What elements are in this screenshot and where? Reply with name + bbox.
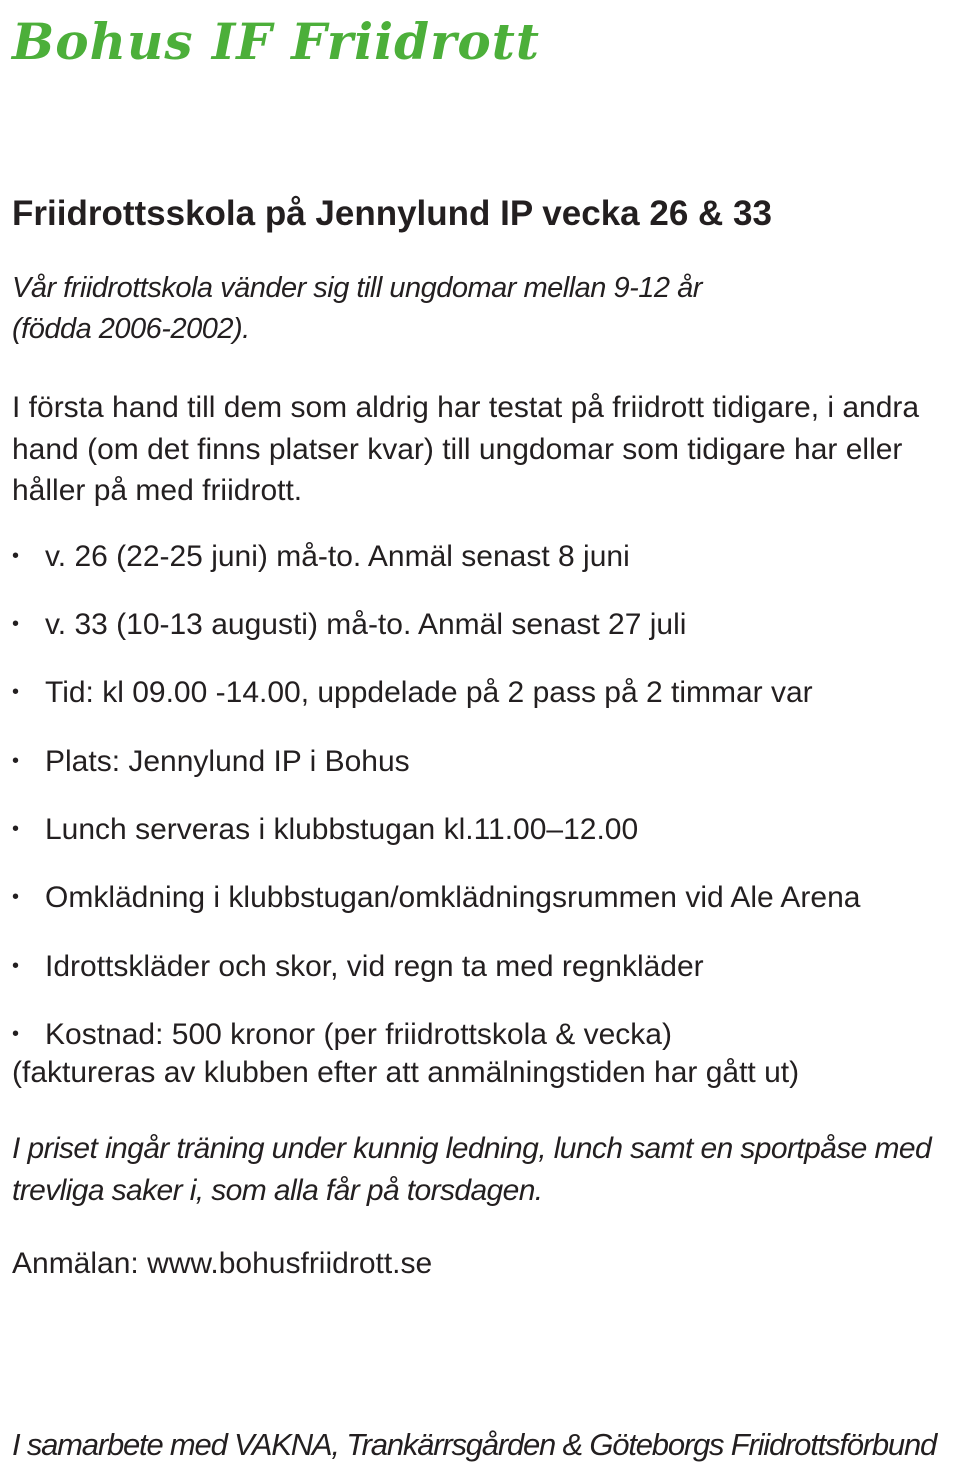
- list-item-text: Omklädning i klubbstugan/omklädningsrummen vid Ale Arena: [45, 881, 861, 914]
- bullet-icon: •: [12, 681, 20, 703]
- list-item: [12, 540, 630, 574]
- list-item: [12, 813, 638, 847]
- club-logo: Bohus IF Friidrott: [12, 12, 540, 71]
- list-item: [12, 745, 410, 779]
- bullet-icon: •: [12, 750, 20, 772]
- list-item-text: v. 26 (22-25 juni) må-to. Anmäl senast 8 juni: [45, 540, 630, 573]
- eligibility-paragraph: I första hand till dem som aldrig har testat på friidrott tidigare, i andra hand (om det finns platser kvar) till ungdomar som tidigare har eller håller på med friidrott.: [12, 391, 920, 507]
- bullet-icon: •: [12, 955, 20, 977]
- signup-info: Anmälan: www.bohusfriidrott.se: [12, 1247, 433, 1280]
- list-item-text: Plats: Jennylund IP i Bohus: [45, 745, 410, 778]
- price-includes-note: I priset ingår träning under kunnig ledning, lunch samt en sportpåse med trevliga saker i, som alla får på torsdagen.: [12, 1132, 932, 1207]
- list-item-text: Idrottskläder och skor, vid regn ta med regnkläder: [45, 950, 704, 983]
- page-title: Friidrottsskola på Jennylund IP vecka 26 & 33: [12, 194, 772, 233]
- bullet-icon: •: [12, 1023, 20, 1045]
- list-item: [12, 950, 704, 984]
- list-item-text: Tid: kl 09.00 -14.00, uppdelade på 2 pass på 2 timmar var: [45, 676, 813, 709]
- invoice-note: (faktureras av klubben efter att anmälningstiden har gått ut): [12, 1056, 800, 1089]
- intro-line-2: (födda 2006-2002).: [12, 313, 250, 345]
- list-item-text: Lunch serveras i klubbstugan kl.11.00–12.00: [45, 813, 639, 846]
- intro-text: [12, 268, 942, 350]
- list-item: [12, 1018, 672, 1052]
- bullet-icon: •: [12, 886, 20, 908]
- bullet-icon: •: [12, 818, 20, 840]
- list-item: [12, 881, 860, 915]
- partners-footer: I samarbete med VAKNA, Trankärrsgården & Göteborgs Friidrottsförbund: [12, 1427, 937, 1462]
- list-item: [12, 608, 686, 642]
- list-item: [12, 676, 813, 710]
- bullet-icon: •: [12, 613, 20, 635]
- list-item-text: Kostnad: 500 kronor (per friidrottskola & vecka): [45, 1018, 672, 1051]
- list-item-text: v. 33 (10-13 augusti) må-to. Anmäl senast 27 juli: [45, 608, 687, 641]
- bullet-icon: •: [12, 545, 20, 567]
- intro-line-1: Vår friidrottskola vänder sig till ungdomar mellan 9-12 år: [12, 272, 702, 304]
